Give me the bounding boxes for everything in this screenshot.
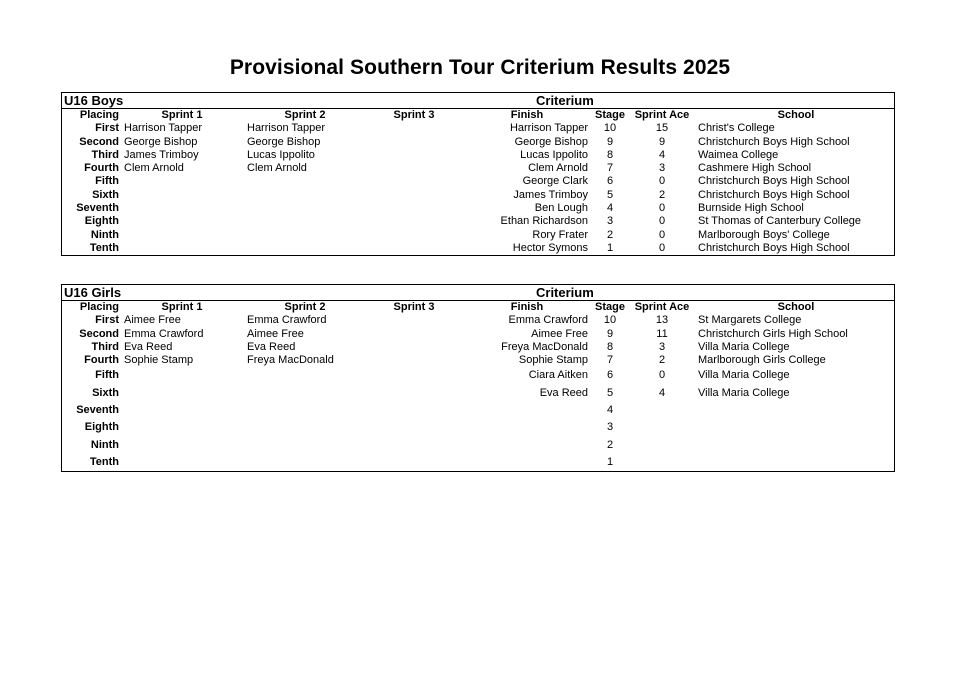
- table-row: [62, 314, 894, 327]
- cell-sprint1: James Trimboy: [124, 148, 199, 161]
- cell-stage: 7: [606, 354, 614, 367]
- col-header-stage: Stage: [595, 301, 625, 313]
- cell-finish: Ben Lough: [534, 202, 588, 215]
- cell-sprint-ace: 0: [658, 202, 666, 215]
- col-header-placing: Placing: [79, 109, 119, 121]
- cell-finish: George Clark: [522, 175, 588, 188]
- table-row: [62, 162, 894, 175]
- table-row: [62, 454, 894, 471]
- cell-sprint1: Aimee Free: [124, 314, 181, 327]
- table-row: [62, 354, 894, 367]
- col-header-sprint2: Sprint 2: [284, 301, 326, 313]
- cell-sprint1: Sophie Stamp: [124, 354, 194, 367]
- cell-sprint-ace: 4: [658, 386, 666, 399]
- category-title: U16 Girls: [64, 285, 122, 300]
- table-row: [62, 328, 894, 341]
- cell-placing: Fifth: [95, 369, 119, 382]
- cell-school: Marlborough Girls College: [698, 354, 826, 367]
- category-title: U16 Boys: [64, 93, 124, 108]
- cell-sprint2: Clem Arnold: [247, 162, 307, 175]
- cell-sprint-ace: 3: [658, 162, 666, 175]
- table-row: [62, 229, 894, 242]
- cell-placing: Eighth: [84, 421, 119, 434]
- section-header: [62, 285, 894, 301]
- col-header-sprint1: Sprint 1: [161, 109, 203, 121]
- cell-school: Villa Maria College: [698, 386, 790, 399]
- cell-finish: Emma Crawford: [508, 314, 588, 327]
- cell-finish: Freya MacDonald: [501, 340, 588, 353]
- cell-sprint2: Aimee Free: [247, 327, 304, 340]
- cell-placing: Ninth: [90, 438, 119, 451]
- cell-finish: Clem Arnold: [528, 162, 588, 175]
- cell-sprint1: George Bishop: [124, 135, 198, 148]
- table-row: [62, 437, 894, 454]
- event-title: Criterium: [536, 93, 594, 108]
- cell-stage: 5: [606, 386, 614, 399]
- cell-sprint2: Emma Crawford: [247, 314, 327, 327]
- results-table-u16-boys: [61, 92, 895, 256]
- column-header-row: [62, 109, 894, 122]
- cell-school: Cashmere High School: [698, 162, 812, 175]
- table-row: [62, 419, 894, 436]
- cell-stage: 9: [606, 135, 614, 148]
- cell-sprint-ace: 3: [658, 340, 666, 353]
- column-header-row: [62, 301, 894, 314]
- cell-stage: 8: [606, 340, 614, 353]
- cell-school: St Margarets College: [698, 314, 802, 327]
- cell-placing: Second: [79, 327, 119, 340]
- col-header-sprint3: Sprint 3: [393, 109, 435, 121]
- cell-finish: Rory Frater: [532, 228, 588, 241]
- cell-finish: Ethan Richardson: [500, 215, 588, 228]
- cell-finish: Hector Symons: [512, 241, 588, 254]
- table-row: [62, 341, 894, 354]
- col-header-school: School: [777, 301, 815, 313]
- cell-placing: First: [95, 122, 119, 135]
- cell-sprint-ace: 15: [655, 122, 669, 135]
- cell-sprint2: George Bishop: [247, 135, 321, 148]
- cell-school: Christchurch Boys High School: [698, 188, 850, 201]
- table-row: [62, 122, 894, 135]
- cell-school: St Thomas of Canterbury College: [698, 215, 862, 228]
- cell-finish: Harrison Tapper: [509, 122, 588, 135]
- cell-placing: Fourth: [84, 162, 119, 175]
- table-row: [62, 202, 894, 215]
- cell-school: Villa Maria College: [698, 340, 790, 353]
- cell-finish: Sophie Stamp: [518, 354, 588, 367]
- cell-stage: 2: [606, 438, 614, 451]
- results-table-u16-girls: [61, 284, 895, 472]
- cell-stage: 1: [606, 241, 614, 254]
- cell-finish: Lucas Ippolito: [520, 148, 588, 161]
- cell-stage: 4: [606, 202, 614, 215]
- cell-placing: Eighth: [84, 215, 119, 228]
- cell-stage: 3: [606, 215, 614, 228]
- cell-sprint-ace: 0: [658, 228, 666, 241]
- cell-stage: 6: [606, 175, 614, 188]
- col-header-school: School: [777, 109, 815, 121]
- cell-stage: 4: [606, 404, 614, 417]
- col-header-sprint-ace: Sprint Ace: [634, 301, 690, 313]
- cell-school: Marlborough Boys' College: [698, 228, 830, 241]
- cell-finish: Eva Reed: [539, 386, 588, 399]
- cell-sprint2: Harrison Tapper: [247, 122, 326, 135]
- cell-sprint-ace: 13: [655, 314, 669, 327]
- cell-placing: Seventh: [76, 404, 119, 417]
- cell-placing: First: [95, 314, 119, 327]
- table-row: [62, 175, 894, 188]
- cell-stage: 10: [603, 122, 617, 135]
- cell-placing: Third: [91, 148, 119, 161]
- table-row: [62, 215, 894, 228]
- cell-sprint-ace: 0: [658, 241, 666, 254]
- cell-sprint-ace: 0: [658, 215, 666, 228]
- cell-school: Christ's College: [698, 122, 775, 135]
- cell-placing: Sixth: [92, 188, 119, 201]
- cell-school: Burnside High School: [698, 202, 804, 215]
- cell-placing: Seventh: [76, 202, 119, 215]
- col-header-sprint-ace: Sprint Ace: [634, 109, 690, 121]
- table-row: [62, 149, 894, 162]
- cell-stage: 5: [606, 188, 614, 201]
- cell-sprint-ace: 2: [658, 354, 666, 367]
- cell-placing: Sixth: [92, 386, 119, 399]
- event-title: Criterium: [536, 285, 594, 300]
- page-title: Provisional Southern Tour Criterium Results 2025: [229, 56, 731, 79]
- cell-stage: 2: [606, 228, 614, 241]
- col-header-sprint2: Sprint 2: [284, 109, 326, 121]
- table-row: [62, 385, 894, 402]
- cell-placing: Fifth: [95, 175, 119, 188]
- cell-placing: Second: [79, 135, 119, 148]
- cell-placing: Third: [91, 340, 119, 353]
- cell-sprint-ace: 4: [658, 148, 666, 161]
- col-header-finish: Finish: [510, 301, 544, 313]
- cell-finish: James Trimboy: [513, 188, 588, 201]
- col-header-sprint1: Sprint 1: [161, 301, 203, 313]
- table-body: [62, 122, 894, 255]
- cell-sprint1: Harrison Tapper: [124, 122, 203, 135]
- cell-stage: 1: [606, 455, 614, 468]
- section-header: [62, 93, 894, 109]
- cell-sprint-ace: 11: [656, 327, 668, 340]
- cell-school: Waimea College: [698, 148, 779, 161]
- cell-school: Villa Maria College: [698, 369, 790, 382]
- cell-school: Christchurch Boys High School: [698, 175, 850, 188]
- col-header-finish: Finish: [510, 109, 544, 121]
- col-header-stage: Stage: [595, 109, 625, 121]
- cell-placing: Tenth: [89, 455, 119, 468]
- cell-finish: Aimee Free: [531, 327, 588, 340]
- cell-sprint-ace: 2: [658, 188, 666, 201]
- cell-sprint2: Freya MacDonald: [247, 354, 334, 367]
- cell-finish: George Bishop: [514, 135, 588, 148]
- cell-placing: Tenth: [89, 241, 119, 254]
- col-header-sprint3: Sprint 3: [393, 301, 435, 313]
- cell-sprint1: Eva Reed: [124, 340, 173, 353]
- table-row: [62, 242, 894, 255]
- cell-school: Christchurch Girls High School: [698, 327, 848, 340]
- cell-school: Christchurch Boys High School: [698, 135, 850, 148]
- cell-stage: 9: [606, 327, 614, 340]
- cell-sprint-ace: 9: [658, 135, 666, 148]
- cell-stage: 3: [606, 421, 614, 434]
- cell-sprint1: Clem Arnold: [124, 162, 184, 175]
- cell-sprint-ace: 0: [658, 369, 666, 382]
- col-header-placing: Placing: [79, 301, 119, 313]
- cell-stage: 10: [603, 314, 617, 327]
- cell-sprint-ace: 0: [658, 175, 666, 188]
- table-row: [62, 367, 894, 384]
- cell-placing: Fourth: [84, 354, 119, 367]
- cell-school: Christchurch Boys High School: [698, 241, 850, 254]
- table-row: [62, 189, 894, 202]
- table-row: [62, 402, 894, 419]
- cell-sprint2: Lucas Ippolito: [247, 148, 315, 161]
- cell-stage: 6: [606, 369, 614, 382]
- cell-sprint2: Eva Reed: [247, 340, 296, 353]
- table-row: [62, 136, 894, 149]
- cell-finish: Ciara Aitken: [528, 369, 588, 382]
- cell-placing: Ninth: [90, 228, 119, 241]
- table-body: [62, 314, 894, 471]
- cell-stage: 7: [606, 162, 614, 175]
- cell-sprint1: Emma Crawford: [124, 327, 204, 340]
- cell-stage: 8: [606, 148, 614, 161]
